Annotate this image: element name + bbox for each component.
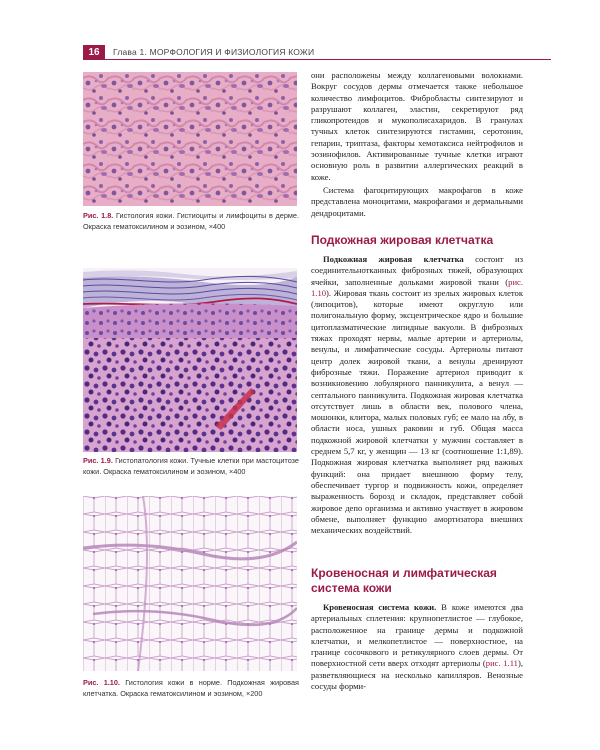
heading-subcutis: Подкожная жировая клетчатка bbox=[311, 233, 494, 247]
header-rule bbox=[83, 59, 551, 60]
figure-1-8-image bbox=[83, 72, 297, 206]
figure-ref-1-10[interactable]: рис. 1.10 bbox=[311, 276, 523, 298]
term-blood-system: Кровеносная система кожи. bbox=[323, 602, 437, 612]
text-column-top bbox=[311, 70, 523, 219]
paragraph-subcutis bbox=[311, 254, 523, 536]
paragraph-subcutis-text-b: ). Жировая ткань состоит из зрелых жировых клеток (липоцитов), которые имеют округлую или полигональную форму, эксцентрическое ядро и большие цитоплазматические липидные вакуоли. В фиброзных тяжах проходят нервы, малые артерии и артериолы, венулы, и лимфатические сосуды. Артериолы питают центр долек жировой ткани, а венулы дренируют фиброзные тяжи. Поражение артериол приводит к возникновению лобулярного панникулита, а венул — септального панникулита. Подкожная жировая клетчатка отсутствует лишь в области век, полового члена, мошонки, клитора, малых половых губ; ее мало на лбу, в области носа, ушных раковин и губ. Общая масса подкожной жировой клетчатки у мужчин составляет в среднем 5,7 кг, у женщин — 13 кг (соотношение 1:1,89). Подкожная жировая клетчатка выполняет ряд важных функций: она придает внешнюю форму телу, обеспечивает тургор и подвижность кожи, определяет выраженность борозд и складок, представляет собой жировое депо организма и активно участвует в жировом обмене, выполняет функцию амортизатора внешних механических воздействий. bbox=[311, 287, 523, 536]
paragraph-vessels-text-b: ), разветвляющиеся на несколько капилляров. Венозные сосуды форми- bbox=[311, 658, 523, 692]
running-head: Глава 1. МОРФОЛОГИЯ И ФИЗИОЛОГИЯ КОЖИ bbox=[113, 47, 315, 57]
term-subcutis: Подкожная жировая клетчатка bbox=[323, 254, 464, 264]
figure-1-9-image bbox=[83, 268, 297, 452]
figure-1-8-caption-text: Гистология кожи. Гистиоциты и лимфоциты в дерме. Окраска гематоксилином и эозином, ×400 bbox=[83, 211, 299, 231]
page-header bbox=[83, 44, 553, 60]
figure-1-9-caption-text: Гистопатология кожи. Тучные клетки при мастоцитозе кожи. Окраска гематоксилином и эозином, ×400 bbox=[83, 456, 299, 476]
heading-vessels: Кровеносная и лимфатическая система кожи bbox=[311, 566, 497, 595]
figure-1-10-caption-text: Гистология кожи в норме. Подкожная жировая клетчатка. Окраска гематоксилином и эозином, ×200 bbox=[83, 678, 299, 698]
paragraph-vessels bbox=[311, 602, 523, 692]
paragraph-macrophages: Система фагоцитирующих макрофагов в коже представлена моноцитами, макрофагами и дермальными дендроцитами. bbox=[311, 184, 523, 218]
figure-1-8-label: Рис. 1.8. bbox=[83, 211, 114, 220]
figure-1-10-image bbox=[83, 496, 297, 671]
figure-1-10-label: Рис. 1.10. bbox=[83, 678, 120, 687]
figure-1-9-label: Рис. 1.9. bbox=[83, 456, 113, 465]
paragraph-vessels-text-a: В коже имеются два артериальных сплетения: крупнопетлистое — глубокое, расположенное на границе дермы и подкожной клетчатки, и мелкопетлистое — поверхностное, на границе сосочкового и ретикулярного слоев дермы. От поверхностной сети вверх отходят артериолы ( bbox=[311, 602, 524, 669]
section-vessels bbox=[311, 566, 523, 692]
figure-1-9-caption bbox=[83, 456, 299, 477]
section-subcutis bbox=[311, 233, 523, 536]
paragraph-cells: они расположены между коллагеновыми волокнами. Вокруг сосудов дермы отмечается также небольшое количество лимфоцитов. Фибробласты синтезируют и разрушают коллаген, эластин, секретируют ряд гликопротеидов и мукополисахаридов. В гранулах тучных клеток синтезируются гистамин, серотонин, гепарин, триптаза, факторы хемотаксиса нейтрофилов и эозинофилов. Активированные тучные клетки играют основную роль в развитии аллергических реакций в коже. bbox=[311, 70, 523, 182]
figure-1-8-caption bbox=[83, 211, 299, 232]
figure-1-10-caption bbox=[83, 678, 299, 699]
figure-ref-1-11[interactable]: рис. 1.11 bbox=[485, 658, 518, 669]
page-number: 16 bbox=[83, 45, 105, 60]
paragraph-subcutis-text-a: состоит из соединительнотканных фиброзных тяжей, образующих ячейки, заполненные дольками жировой ткани ( bbox=[311, 254, 523, 287]
